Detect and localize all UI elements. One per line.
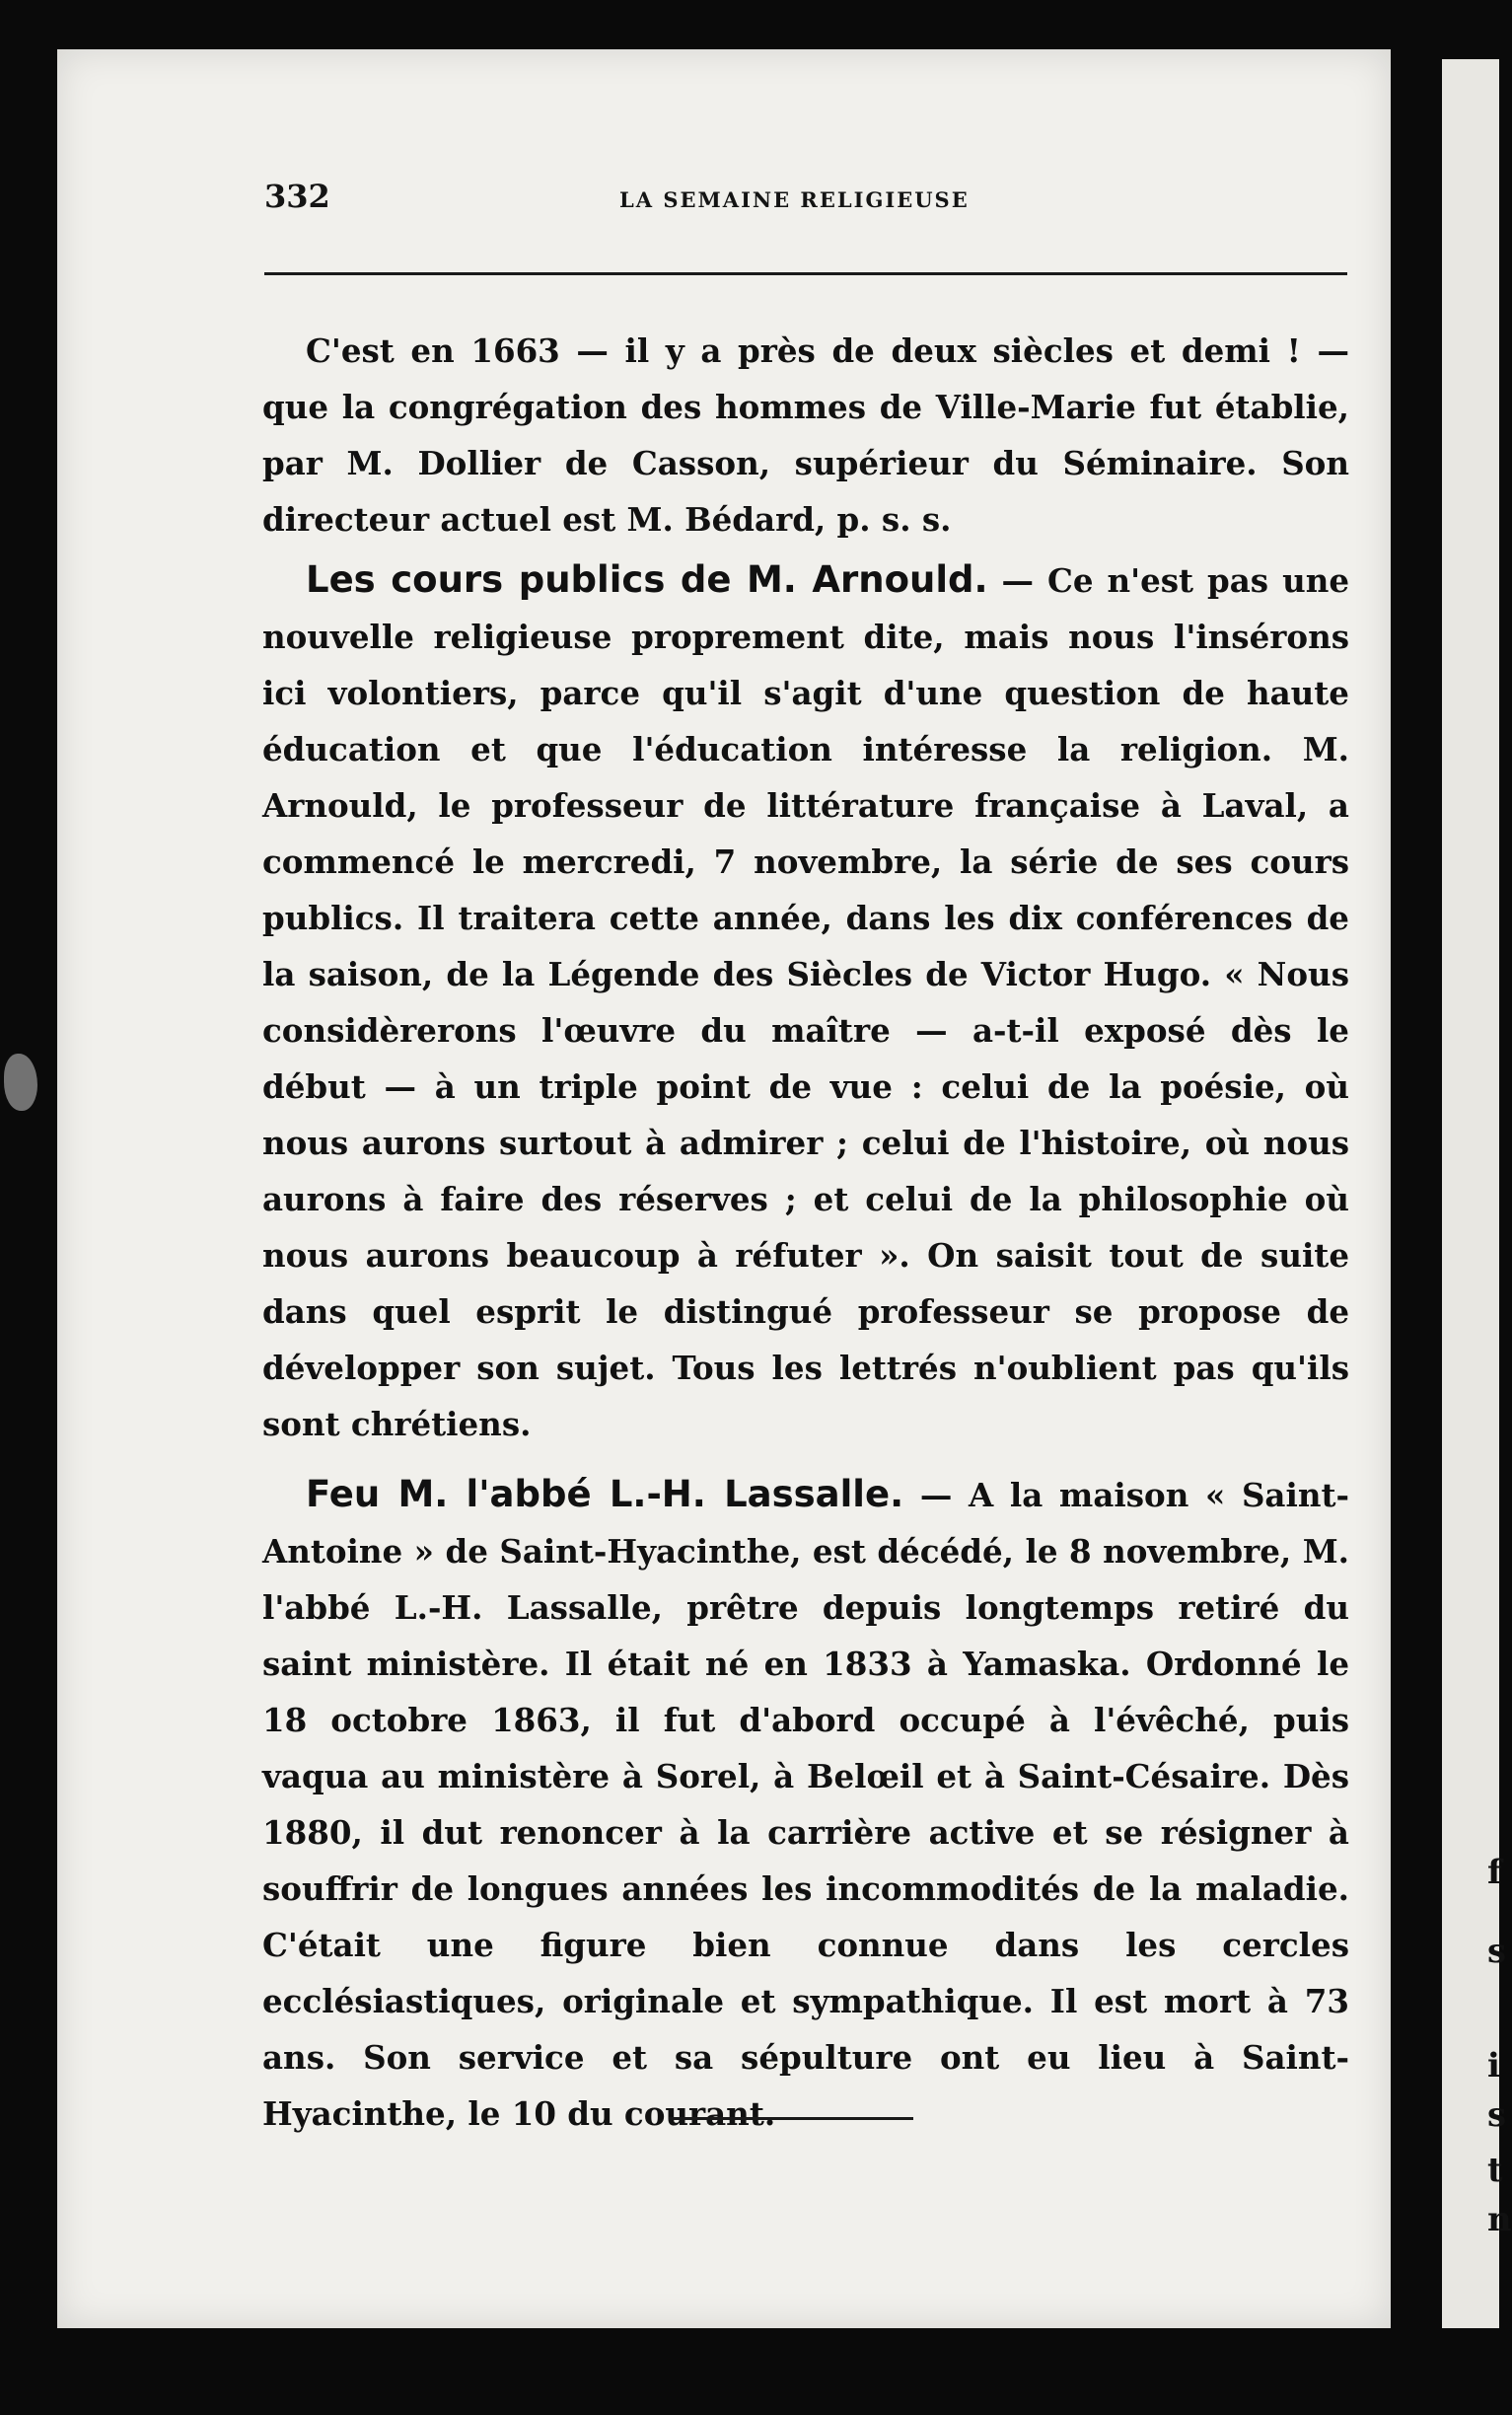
adjacent-fragment: t (1487, 2151, 1503, 2190)
paragraph (262, 1466, 1349, 2142)
adjacent-fragment: n (1487, 2200, 1512, 2239)
header-rule (264, 272, 1347, 275)
paragraph-heading: Les cours publics de M. Arnould. (306, 558, 988, 601)
paragraph-text: C'est en 1663 — il y a près de deux siècles et demi ! — que la congrégation des hommes de Ville-Marie fut établie, par M. Dollier de Casson, supérieur du Séminaire. Son directeur actuel est M. Bédard, p. s. s. (262, 331, 1349, 539)
adjacent-fragment: f (1487, 1853, 1502, 1892)
scan-speck (4, 1054, 37, 1111)
paragraph-text: — Ce n'est pas une nouvelle religieuse proprement dite, mais nous l'insérons ici volontiers, parce qu'il s'agit d'une question de haute éducation et que l'éducation intéresse la religion. M. Arnould, le professeur de littérature française à Laval, a commencé le mercredi, 7 novembre, la série de ses cours publics. Il traitera cette année, dans les dix conférences de la saison, de la Légende des Siècles de Victor Hugo. « Nous considèrerons l'œuvre du maître — a-t-il exposé dès le début — à un triple point de vue : celui de la poésie, où nous aurons surtout à admirer ; celui de l'histoire, où nous aurons à faire des réserves ; et celui de la philosophie où nous aurons beaucoup à réfuter ». On saisit tout de suite dans quel esprit le distingué professeur se propose de développer son sujet. Tous les lettrés n'oublient pas qu'ils sont chrétiens. (262, 561, 1350, 1443)
paragraph-heading: Feu M. l'abbé L.-H. Lassalle. (306, 1473, 904, 1515)
paragraph-text: — A la maison « Saint-Antoine » de Saint-Hyacinthe, est décédé, le 8 novembre, M. l'abbé L.-H. Lassalle, prêtre depuis longtemps retiré du saint ministère. Il était né en 1833 à Yamaska. Ordonné le 18 octobre 1863, il fut d'abord occupé à l'évêché, puis vaqua au ministère à Sorel, à Belœil et à Saint-Césaire. Dès 1880, il dut renoncer à la carrière active et se résigner à souffrir de longues années les incommodités de la maladie. C'était une figure bien connue dans les cercles ecclésiastiques, originale et sympathique. Il est mort à 73 ans. Son service et sa sépulture ont eu lieu à Saint-Hyacinthe, le 10 du courant. (262, 1476, 1349, 2133)
page-header (264, 178, 1347, 237)
paragraph (262, 551, 1349, 1452)
article-body (262, 322, 1349, 2142)
end-rule (669, 2117, 913, 2120)
adjacent-page-edge (1442, 59, 1512, 2328)
running-title: LA SEMAINE RELIGIEUSE (619, 187, 970, 212)
adjacent-fragment: s (1487, 1932, 1507, 1971)
adjacent-fragment: s (1487, 2095, 1507, 2135)
adjacent-fragment: i (1487, 2046, 1500, 2086)
paragraph (262, 322, 1349, 548)
page-number: 332 (264, 178, 330, 215)
